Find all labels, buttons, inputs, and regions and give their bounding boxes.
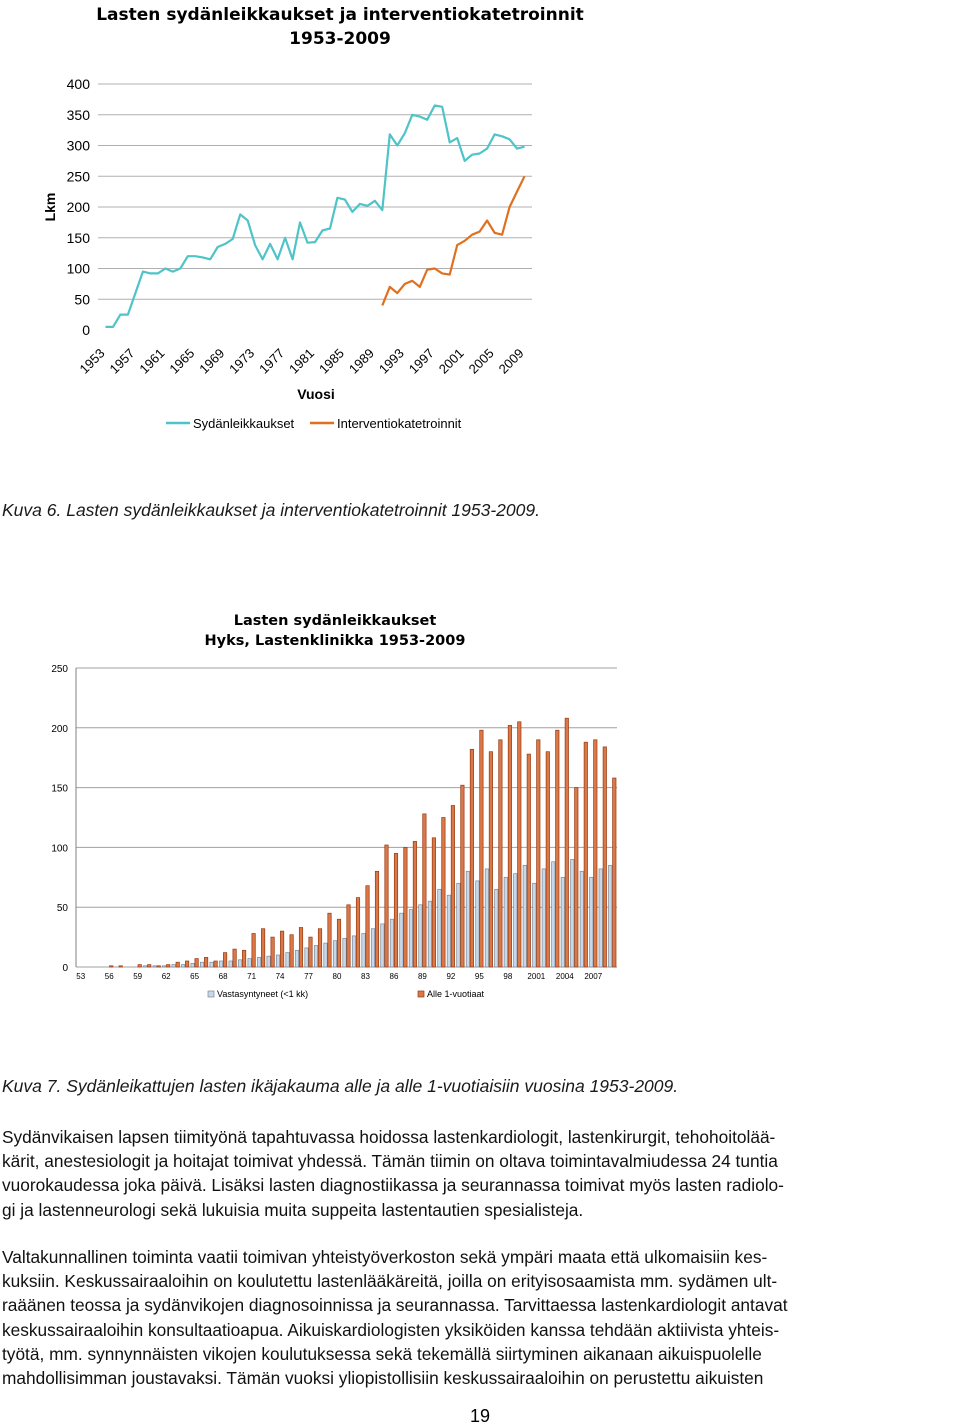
bar-alle-1-vuotiaat <box>214 961 217 967</box>
bar-vastasyntyneet <box>229 961 232 967</box>
bar-alle-1-vuotiaat <box>442 818 445 968</box>
bar-vastasyntyneet <box>286 953 289 967</box>
x-tick-label: 74 <box>275 972 285 981</box>
body-paragraph-2 <box>2 1245 958 1390</box>
bar-vastasyntyneet <box>457 883 460 967</box>
bar-vastasyntyneet <box>504 877 507 967</box>
bar-alle-1-vuotiaat <box>195 959 198 967</box>
y-tick-label: 350 <box>66 106 90 123</box>
legend-label: Sydänleikkaukset <box>193 416 295 431</box>
bar-alle-1-vuotiaat <box>167 965 170 967</box>
p1-line: gi ja lastenneurologi sekä lukuisia muita suppeita lastentautien spesialisteja. <box>2 1199 584 1220</box>
p2-line: mahdollisimman joustavaksi. Tämän vuoksi yliopistollisiin keskussairaaloihin on perustettu aikuisten <box>2 1368 764 1389</box>
chart2-title <box>150 611 520 651</box>
bar-vastasyntyneet <box>238 960 241 967</box>
figure-7-caption: Kuva 7. Sydänleikattujen lasten ikäjakauma alle ja alle 1-vuotiaisiin vuosina 1953-2009. <box>2 1076 679 1096</box>
bar-alle-1-vuotiaat <box>157 966 160 967</box>
legend-swatch <box>418 991 424 997</box>
bar-alle-1-vuotiaat <box>271 937 274 967</box>
bar-vastasyntyneet <box>276 955 279 967</box>
bar-alle-1-vuotiaat <box>366 886 369 967</box>
bar-alle-1-vuotiaat <box>518 722 521 967</box>
x-tick-label: 1961 <box>136 345 168 377</box>
x-tick-label: 1993 <box>375 345 407 377</box>
x-tick-label: 53 <box>76 972 86 981</box>
bar-alle-1-vuotiaat <box>148 965 151 967</box>
bar-alle-1-vuotiaat <box>204 957 207 967</box>
bar-vastasyntyneet <box>210 962 213 967</box>
bar-alle-1-vuotiaat <box>404 847 407 967</box>
bar-alle-1-vuotiaat <box>242 950 245 967</box>
bar-alle-1-vuotiaat <box>470 749 473 967</box>
bar-vastasyntyneet <box>419 905 422 967</box>
x-tick-label: 1977 <box>256 345 288 377</box>
x-tick-label: 2005 <box>465 345 497 377</box>
bar-vastasyntyneet <box>352 936 355 967</box>
x-tick-label: 92 <box>446 972 456 981</box>
bar-alle-1-vuotiaat <box>356 898 359 967</box>
y-tick-label: 50 <box>56 903 68 915</box>
p2-line: keskussairaaloihin konsultaatioapua. Aikuiskardiologisten yksiköiden kanssa tehdään aktiivista yhteis- <box>2 1319 780 1340</box>
bar-vastasyntyneet <box>324 943 327 967</box>
bar-vastasyntyneet <box>305 948 308 967</box>
bar-alle-1-vuotiaat <box>385 845 388 967</box>
x-tick-label: 1997 <box>405 345 437 377</box>
bar-vastasyntyneet <box>428 901 431 967</box>
bar-alle-1-vuotiaat <box>556 730 559 967</box>
bar-alle-1-vuotiaat <box>261 929 264 967</box>
bar-alle-1-vuotiaat <box>575 788 578 967</box>
x-tick-label: 2009 <box>495 345 527 377</box>
bar-alle-1-vuotiaat <box>537 740 540 967</box>
bar-vastasyntyneet <box>162 966 165 967</box>
x-tick-label: 68 <box>218 972 228 981</box>
y-tick-label: 200 <box>66 199 90 215</box>
bar-vastasyntyneet <box>314 946 317 968</box>
bar-alle-1-vuotiaat <box>233 949 236 967</box>
legend-label: Alle 1-vuotiaat <box>427 989 485 999</box>
x-tick-label: 86 <box>389 972 399 981</box>
y-tick-label: 300 <box>66 137 90 154</box>
bar-vastasyntyneet <box>542 869 545 967</box>
p1-line: Sydänvikaisen lapsen tiimityönä tapahtuvassa hoidossa lastenkardiologit, lastenkirurgit, tehohoitolää- <box>2 1127 776 1147</box>
bar-vastasyntyneet <box>409 910 412 967</box>
x-axis-label: Vuosi <box>297 386 335 402</box>
bar-alle-1-vuotiaat <box>489 752 492 967</box>
bar-vastasyntyneet <box>533 883 536 967</box>
x-tick-label: 62 <box>161 972 171 981</box>
p2-line: Valtakunnallinen toiminta vaatii toimivan yhteistyöverkoston sekä ympäri maata että ulkomaisiin kes- <box>2 1247 768 1267</box>
x-tick-label: 1969 <box>196 345 228 377</box>
page-number: 19 <box>469 1406 491 1426</box>
y-tick-label: 250 <box>51 664 68 675</box>
p2-line: työtä, mm. synnynnäisten vikojen koulutuksessa sekä tekemällä siirtyminen aikanaan aikuispuolelle <box>2 1343 762 1364</box>
legend-swatch <box>208 991 214 997</box>
bar-vastasyntyneet <box>571 859 574 967</box>
bar-alle-1-vuotiaat <box>119 966 122 967</box>
bar-vastasyntyneet <box>362 934 365 968</box>
bar-vastasyntyneet <box>495 889 498 967</box>
x-tick-label: 1953 <box>76 345 108 377</box>
bar-vastasyntyneet <box>219 961 222 967</box>
body-paragraph-1 <box>2 1125 958 1222</box>
bar-alle-1-vuotiaat <box>594 740 597 967</box>
legend-label: Interventiokatetroinnit <box>337 416 462 431</box>
x-tick-label: 2004 <box>555 972 574 981</box>
y-tick-label: 50 <box>74 291 90 308</box>
x-tick-label: 2001 <box>435 345 467 377</box>
line-chart <box>0 0 960 450</box>
x-tick-label: 1973 <box>226 345 258 377</box>
bar-alle-1-vuotiaat <box>480 730 483 967</box>
bar-vastasyntyneet <box>390 919 393 967</box>
bar-vastasyntyneet <box>609 865 612 967</box>
y-tick-label: 100 <box>51 843 68 855</box>
bar-alle-1-vuotiaat <box>461 785 464 967</box>
bar-vastasyntyneet <box>438 889 441 967</box>
chart2-title-line2: Hyks, Lastenklinikka 1953-2009 <box>204 633 466 649</box>
y-tick-label: 0 <box>62 963 68 974</box>
bar-vastasyntyneet <box>381 924 384 967</box>
bar-alle-1-vuotiaat <box>565 718 568 967</box>
bar-vastasyntyneet <box>476 881 479 967</box>
legend-label: Vastasyntyneet (<1 kk) <box>217 989 309 999</box>
series-line-sydanleikkaukset <box>106 106 525 327</box>
bar-vastasyntyneet <box>514 874 517 967</box>
bar-vastasyntyneet <box>295 950 298 967</box>
bar-alle-1-vuotiaat <box>309 937 312 967</box>
x-tick-label: 77 <box>304 972 313 981</box>
x-tick-label: 89 <box>417 972 427 981</box>
bar-vastasyntyneet <box>371 929 374 967</box>
bar-alle-1-vuotiaat <box>499 740 502 967</box>
bar-vastasyntyneet <box>523 865 526 967</box>
x-tick-label: 1989 <box>345 345 377 377</box>
p1-line: kärit, anestesiologit ja hoitajat toimivat yhdessä. Tämän tiimin on oltava toimintavalmiudessa 24 tuntia <box>2 1151 778 1172</box>
bar-alle-1-vuotiaat <box>423 814 426 967</box>
bar-alle-1-vuotiaat <box>290 935 293 967</box>
x-tick-label: 2001 <box>527 972 546 981</box>
x-tick-label: 71 <box>247 972 257 981</box>
bar-alle-1-vuotiaat <box>584 742 587 967</box>
y-axis-label: Lkm <box>42 192 58 222</box>
bar-vastasyntyneet <box>580 871 583 967</box>
bar-vastasyntyneet <box>561 877 564 967</box>
x-tick-label: 98 <box>503 972 513 981</box>
bar-alle-1-vuotiaat <box>185 961 188 967</box>
bar-vastasyntyneet <box>466 871 469 967</box>
series-line-interventiokatetroinnit <box>382 176 524 305</box>
bar-vastasyntyneet <box>267 956 270 967</box>
bar-vastasyntyneet <box>181 965 184 967</box>
bar-vastasyntyneet <box>485 869 488 967</box>
bar-alle-1-vuotiaat <box>110 966 113 967</box>
x-tick-label: 1965 <box>166 345 198 377</box>
p1-line: vuorokaudessa joka päivä. Lisäksi lasten diagnostiikassa ja seurannassa toimivat myös lasten radiolo- <box>2 1175 784 1196</box>
y-tick-label: 400 <box>66 76 90 92</box>
bar-vastasyntyneet <box>257 957 260 967</box>
bar-alle-1-vuotiaat <box>451 806 454 968</box>
x-tick-label: 95 <box>474 972 484 981</box>
x-tick-label: 56 <box>104 972 114 981</box>
x-tick-label: 83 <box>361 972 370 981</box>
bar-alle-1-vuotiaat <box>375 871 378 967</box>
bar-vastasyntyneet <box>447 895 450 967</box>
chart2-title-line1: Lasten sydänleikkaukset <box>233 613 437 629</box>
bar-alle-1-vuotiaat <box>318 929 321 967</box>
x-tick-label: 59 <box>133 972 143 981</box>
bar-alle-1-vuotiaat <box>299 928 302 968</box>
x-tick-label: 1981 <box>286 345 318 377</box>
bar-alle-1-vuotiaat <box>508 725 511 967</box>
y-tick-label: 250 <box>66 168 90 185</box>
bar-alle-1-vuotiaat <box>546 752 549 967</box>
chart1-title-line1: Lasten sydänleikkaukset ja interventiokatetroinnit <box>96 5 584 25</box>
y-tick-label: 0 <box>82 322 90 338</box>
bar-alle-1-vuotiaat <box>223 953 226 967</box>
bar-vastasyntyneet <box>144 966 147 967</box>
x-tick-label: 80 <box>332 972 342 981</box>
bar-vastasyntyneet <box>172 965 175 967</box>
x-tick-label: 2007 <box>584 972 603 981</box>
bar-vastasyntyneet <box>343 938 346 967</box>
chart1-title-line2: 1953-2009 <box>289 29 391 49</box>
bar-vastasyntyneet <box>590 877 593 967</box>
bar-vastasyntyneet <box>552 862 555 967</box>
bar-alle-1-vuotiaat <box>280 931 283 967</box>
bar-alle-1-vuotiaat <box>328 913 331 967</box>
bar-vastasyntyneet <box>599 869 602 967</box>
p2-line: kuksiin. Keskussairaaloihin on koulutettu lastenlääkäreitä, joilla on erityisosaamista mm. sydämen ult- <box>2 1271 778 1292</box>
bar-vastasyntyneet <box>248 959 251 967</box>
bar-vastasyntyneet <box>191 963 194 967</box>
y-tick-label: 150 <box>51 783 68 795</box>
bar-alle-1-vuotiaat <box>432 838 435 967</box>
bar-alle-1-vuotiaat <box>337 919 340 967</box>
bar-alle-1-vuotiaat <box>613 778 616 967</box>
bar-alle-1-vuotiaat <box>413 841 416 967</box>
bar-vastasyntyneet <box>333 941 336 967</box>
bar-alle-1-vuotiaat <box>347 905 350 967</box>
x-tick-label: 1957 <box>106 345 138 377</box>
bar-vastasyntyneet <box>200 962 203 967</box>
figure-6-caption: Kuva 6. Lasten sydänleikkaukset ja interventiokatetroinnit 1953-2009. <box>2 500 540 520</box>
y-tick-label: 200 <box>51 723 68 735</box>
p2-line: raäänen teossa ja sydänvikojen diagnosoinnissa ja seurannassa. Tarvittaessa lastenkardiologit antavat <box>2 1295 788 1316</box>
bar-alle-1-vuotiaat <box>176 962 179 967</box>
bar-vastasyntyneet <box>400 913 403 967</box>
x-tick-label: 1985 <box>315 345 348 377</box>
y-tick-label: 100 <box>66 260 90 277</box>
bar-alle-1-vuotiaat <box>394 853 397 967</box>
bar-alle-1-vuotiaat <box>138 965 141 967</box>
bar-vastasyntyneet <box>153 966 156 967</box>
bar-alle-1-vuotiaat <box>252 934 255 968</box>
bar-alle-1-vuotiaat <box>527 754 530 967</box>
bar-alle-1-vuotiaat <box>603 747 606 967</box>
x-tick-label: 65 <box>190 972 200 981</box>
y-tick-label: 150 <box>66 229 90 246</box>
